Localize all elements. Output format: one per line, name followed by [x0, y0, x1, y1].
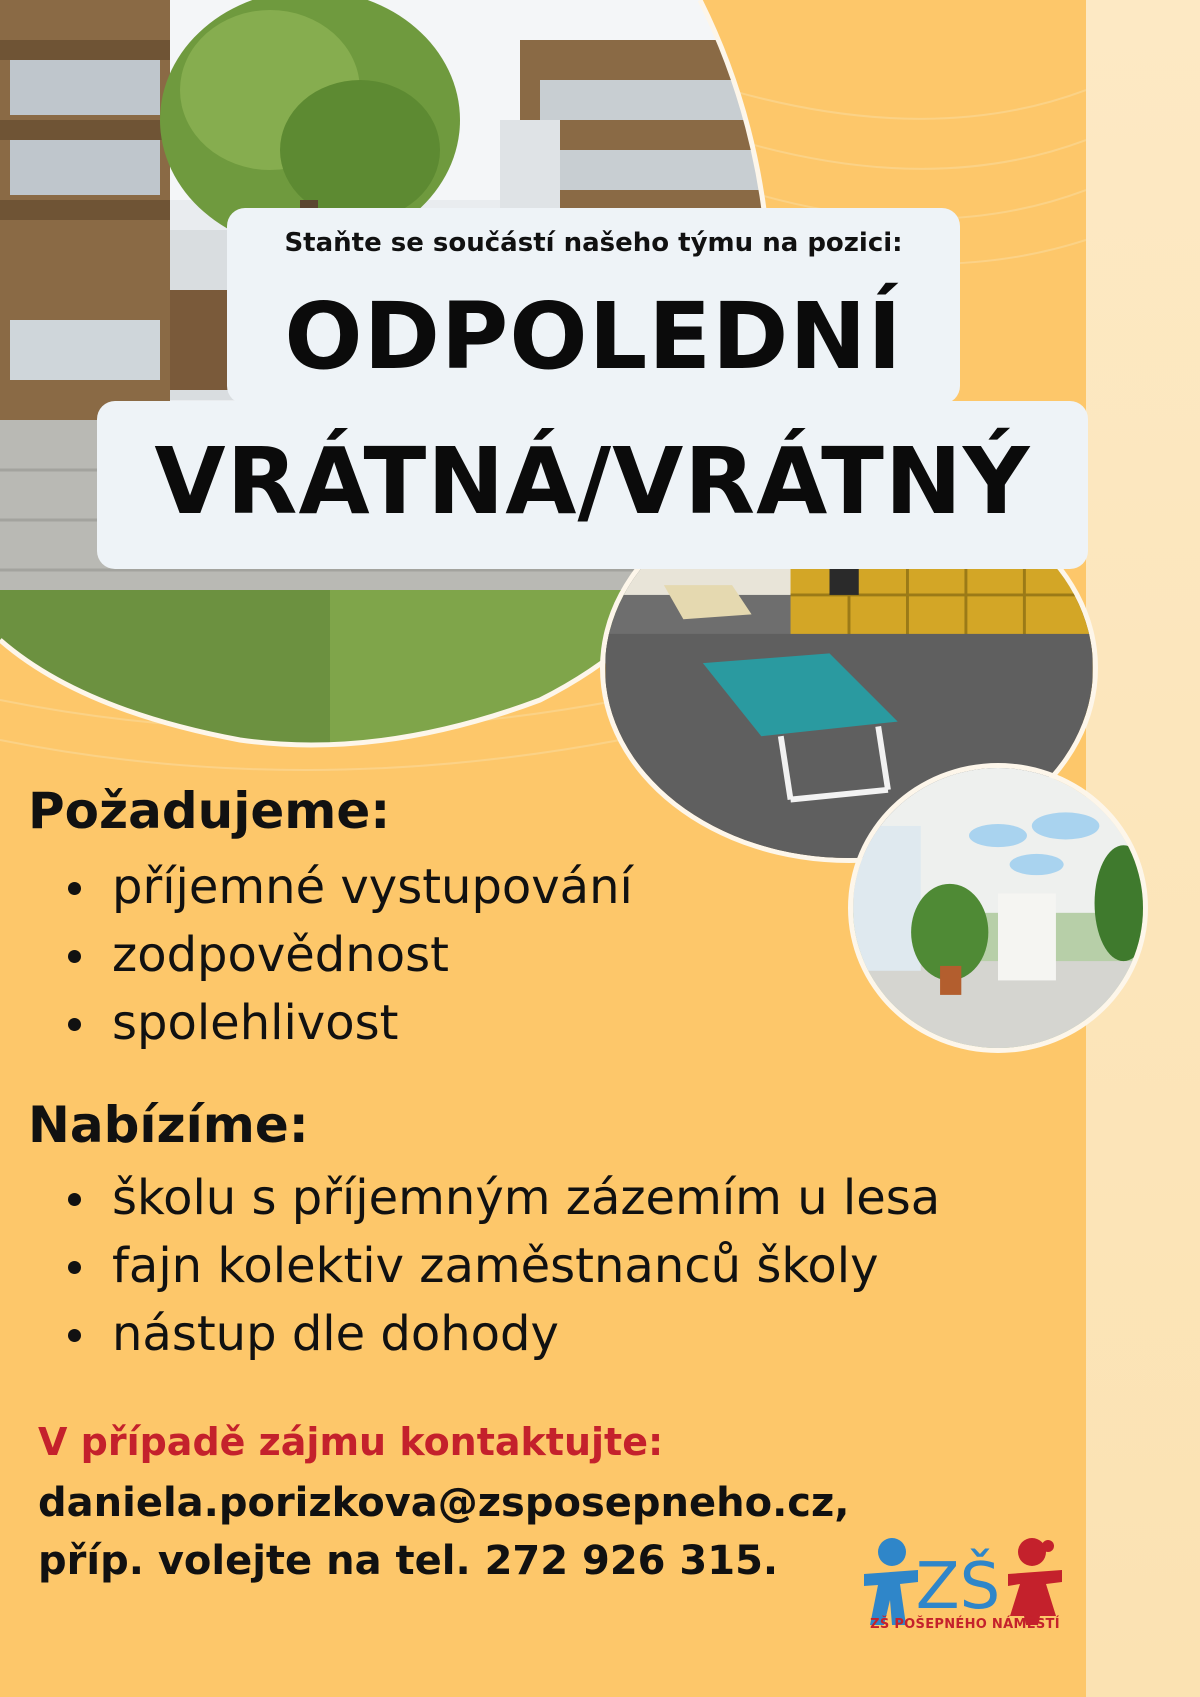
- contact-heading: V případě zájmu kontaktujte:: [38, 1420, 664, 1464]
- blue-child-icon: [864, 1538, 918, 1625]
- list-item: nástup dle dohody: [60, 1300, 940, 1368]
- list-item: zodpovědnost: [60, 921, 633, 989]
- requirements-list: [60, 853, 633, 1057]
- job-title-line-2: VRÁTNÁ/VRÁTNÝ: [154, 428, 1031, 535]
- red-child-icon: [1008, 1538, 1062, 1625]
- logo-caption: ZŠ POŠEPNÉHO NÁMĚSTÍ: [870, 1617, 1060, 1632]
- requirements-heading: Požadujeme:: [28, 782, 391, 840]
- hallway-photo: [848, 763, 1148, 1053]
- offer-heading: Nabízíme:: [28, 1096, 309, 1154]
- list-item: příjemné vystupování: [60, 853, 633, 921]
- list-item: školu s příjemným zázemím u lesa: [60, 1164, 940, 1232]
- list-item: fajn kolektiv zaměstnanců školy: [60, 1232, 940, 1300]
- intro-text: Staňte se součástí našeho týmu na pozici:: [284, 228, 903, 258]
- list-item: spolehlivost: [60, 989, 633, 1057]
- job-title-line-1: ODPOLEDNÍ: [284, 283, 903, 390]
- logo-letters: ZŠ: [915, 1550, 1001, 1624]
- offer-list: [60, 1164, 940, 1368]
- contact-email[interactable]: daniela.porizkova@zsposepneho.cz,: [38, 1480, 850, 1526]
- contact-phone[interactable]: příp. volejte na tel. 272 926 315.: [38, 1538, 779, 1584]
